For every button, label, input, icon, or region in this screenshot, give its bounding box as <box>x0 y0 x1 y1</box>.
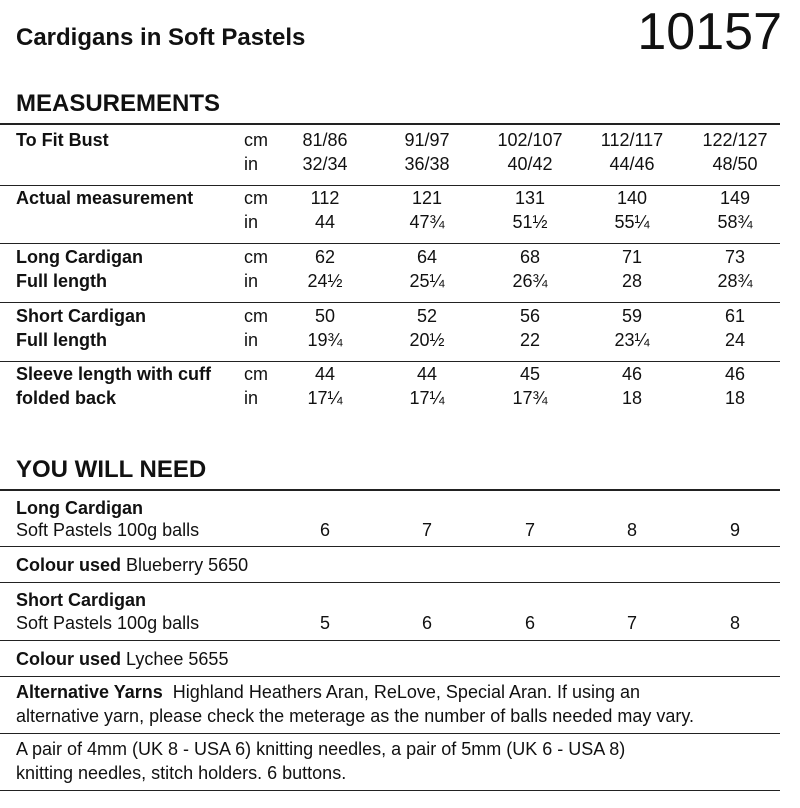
measurement-label: Sleeve length with cuff <box>16 364 212 384</box>
alternative-yarns-label: Alternative Yarns <box>16 682 163 702</box>
divider <box>0 582 780 583</box>
divider <box>0 185 780 186</box>
page-title: Cardigans in Soft Pastels <box>16 24 306 51</box>
divider <box>0 546 780 547</box>
short-colour-label: Colour used <box>16 649 122 669</box>
measurement-value-cm: 112 <box>310 188 340 208</box>
measurement-value-in: 22 <box>519 330 541 350</box>
measurement-value-cm: 61 <box>724 306 746 326</box>
unit-in: in <box>244 212 259 232</box>
unit-in: in <box>244 388 259 408</box>
short-colour-line <box>16 649 228 670</box>
measurement-value-cm: 140 <box>616 188 648 208</box>
unit-cm: cm <box>244 130 268 150</box>
measurement-sublabel: Full length <box>16 271 107 291</box>
long-colour-line <box>16 555 248 576</box>
measurement-label: Long Cardigan <box>16 247 143 267</box>
measurement-value-in: 55¼ <box>614 212 650 232</box>
measurement-value-in: 32/34 <box>302 154 348 174</box>
measurement-value-in: 17¼ <box>307 388 343 408</box>
divider <box>0 790 780 791</box>
measurement-value-cm: 112/117 <box>600 130 664 150</box>
alternative-yarns-line2: alternative yarn, please check the meterage as the number of balls needed may vary. <box>16 706 695 726</box>
measurement-value-in: 24½ <box>307 271 343 291</box>
measurement-value-in: 28 <box>621 271 643 291</box>
ball-count: 7 <box>421 520 432 540</box>
measurement-value-in: 24 <box>724 330 746 350</box>
measurement-value-in: 58¾ <box>717 212 753 232</box>
measurements-heading: MEASUREMENTS <box>16 90 221 117</box>
pattern-number: 10157 <box>637 3 782 61</box>
measurement-value-cm: 52 <box>416 306 438 326</box>
ball-count: 8 <box>729 613 740 633</box>
ball-count: 7 <box>524 520 535 540</box>
measurement-sublabel: folded back <box>16 388 117 408</box>
short-cardigan-yarn: Soft Pastels 100g balls <box>16 613 200 633</box>
measurement-value-cm: 122/127 <box>702 130 768 150</box>
short-colour-value: Lychee 5655 <box>126 649 229 669</box>
measurement-value-in: 25¼ <box>409 271 445 291</box>
measurement-sublabel: Full length <box>16 330 107 350</box>
long-colour-label: Colour used <box>16 555 122 575</box>
you-will-need-heading: YOU WILL NEED <box>16 456 207 483</box>
divider <box>0 733 780 734</box>
measurement-value-cm: 121 <box>411 188 443 208</box>
long-colour-value: Blueberry 5650 <box>126 555 249 575</box>
measurement-value-cm: 50 <box>314 306 336 326</box>
measurement-value-in: 18 <box>621 388 643 408</box>
unit-cm: cm <box>244 306 268 326</box>
measurement-value-in: 48/50 <box>712 154 758 174</box>
measurement-value-cm: 81/86 <box>302 130 348 150</box>
measurement-value-in: 17¼ <box>409 388 445 408</box>
measurement-value-cm: 71 <box>621 247 643 267</box>
measurement-value-cm: 59 <box>621 306 643 326</box>
ball-count: 6 <box>421 613 432 633</box>
unit-cm: cm <box>244 247 268 267</box>
measurement-value-in: 26¾ <box>512 271 548 291</box>
ball-count: 7 <box>626 613 637 633</box>
measurement-value-in: 28¾ <box>717 271 753 291</box>
divider <box>0 243 780 244</box>
unit-in: in <box>244 271 259 291</box>
ball-count: 6 <box>319 520 330 540</box>
measurement-value-cm: 44 <box>314 364 336 384</box>
divider <box>0 361 780 362</box>
measurement-value-cm: 45 <box>519 364 541 384</box>
measurement-value-in: 23¼ <box>614 330 650 350</box>
divider <box>0 640 780 641</box>
measurement-value-cm: 46 <box>724 364 746 384</box>
alternative-yarns-text: Highland Heathers Aran, ReLove, Special Aran. If using an <box>172 682 641 702</box>
ball-count: 9 <box>729 520 740 540</box>
measurement-value-in: 17¾ <box>512 388 548 408</box>
measurement-value-in: 40/42 <box>507 154 553 174</box>
measurement-value-in: 18 <box>724 388 746 408</box>
measurement-value-cm: 102/107 <box>497 130 563 150</box>
long-cardigan-title: Long Cardigan <box>16 498 143 518</box>
measurement-label: Short Cardigan <box>16 306 147 326</box>
measurement-label: To Fit Bust <box>16 130 109 150</box>
divider <box>0 123 780 125</box>
unit-cm: cm <box>244 364 268 384</box>
measurement-value-in: 20½ <box>409 330 445 350</box>
long-cardigan-yarn: Soft Pastels 100g balls <box>16 520 200 540</box>
measurement-value-cm: 64 <box>416 247 438 267</box>
ball-count: 6 <box>524 613 535 633</box>
measurement-value-cm: 68 <box>519 247 541 267</box>
needles-line2: knitting needles, stitch holders. 6 buttons. <box>16 763 347 783</box>
measurement-value-cm: 46 <box>621 364 643 384</box>
alternative-yarns-line1 <box>16 682 640 703</box>
divider <box>0 302 780 303</box>
measurement-value-in: 44/46 <box>609 154 655 174</box>
measurement-value-in: 44 <box>314 212 336 232</box>
ball-count: 8 <box>626 520 637 540</box>
measurement-value-cm: 62 <box>314 247 336 267</box>
unit-in: in <box>244 330 259 350</box>
measurement-value-in: 36/38 <box>404 154 450 174</box>
measurement-value-in: 19¾ <box>307 330 343 350</box>
divider <box>0 489 780 491</box>
measurement-value-cm: 131 <box>514 188 546 208</box>
measurement-value-cm: 73 <box>724 247 746 267</box>
short-cardigan-title: Short Cardigan <box>16 590 147 610</box>
divider <box>0 676 780 677</box>
measurement-value-cm: 149 <box>719 188 751 208</box>
measurement-value-in: 47¾ <box>409 212 445 232</box>
needles-line1: A pair of 4mm (UK 8 - USA 6) knitting needles, a pair of 5mm (UK 6 - USA 8) <box>16 739 626 759</box>
ball-count: 5 <box>319 613 330 633</box>
unit-in: in <box>244 154 259 174</box>
measurement-value-in: 51½ <box>512 212 548 232</box>
unit-cm: cm <box>244 188 268 208</box>
measurement-value-cm: 91/97 <box>404 130 450 150</box>
measurement-value-cm: 56 <box>519 306 541 326</box>
measurement-value-cm: 44 <box>416 364 438 384</box>
measurement-label: Actual measurement <box>16 188 194 208</box>
